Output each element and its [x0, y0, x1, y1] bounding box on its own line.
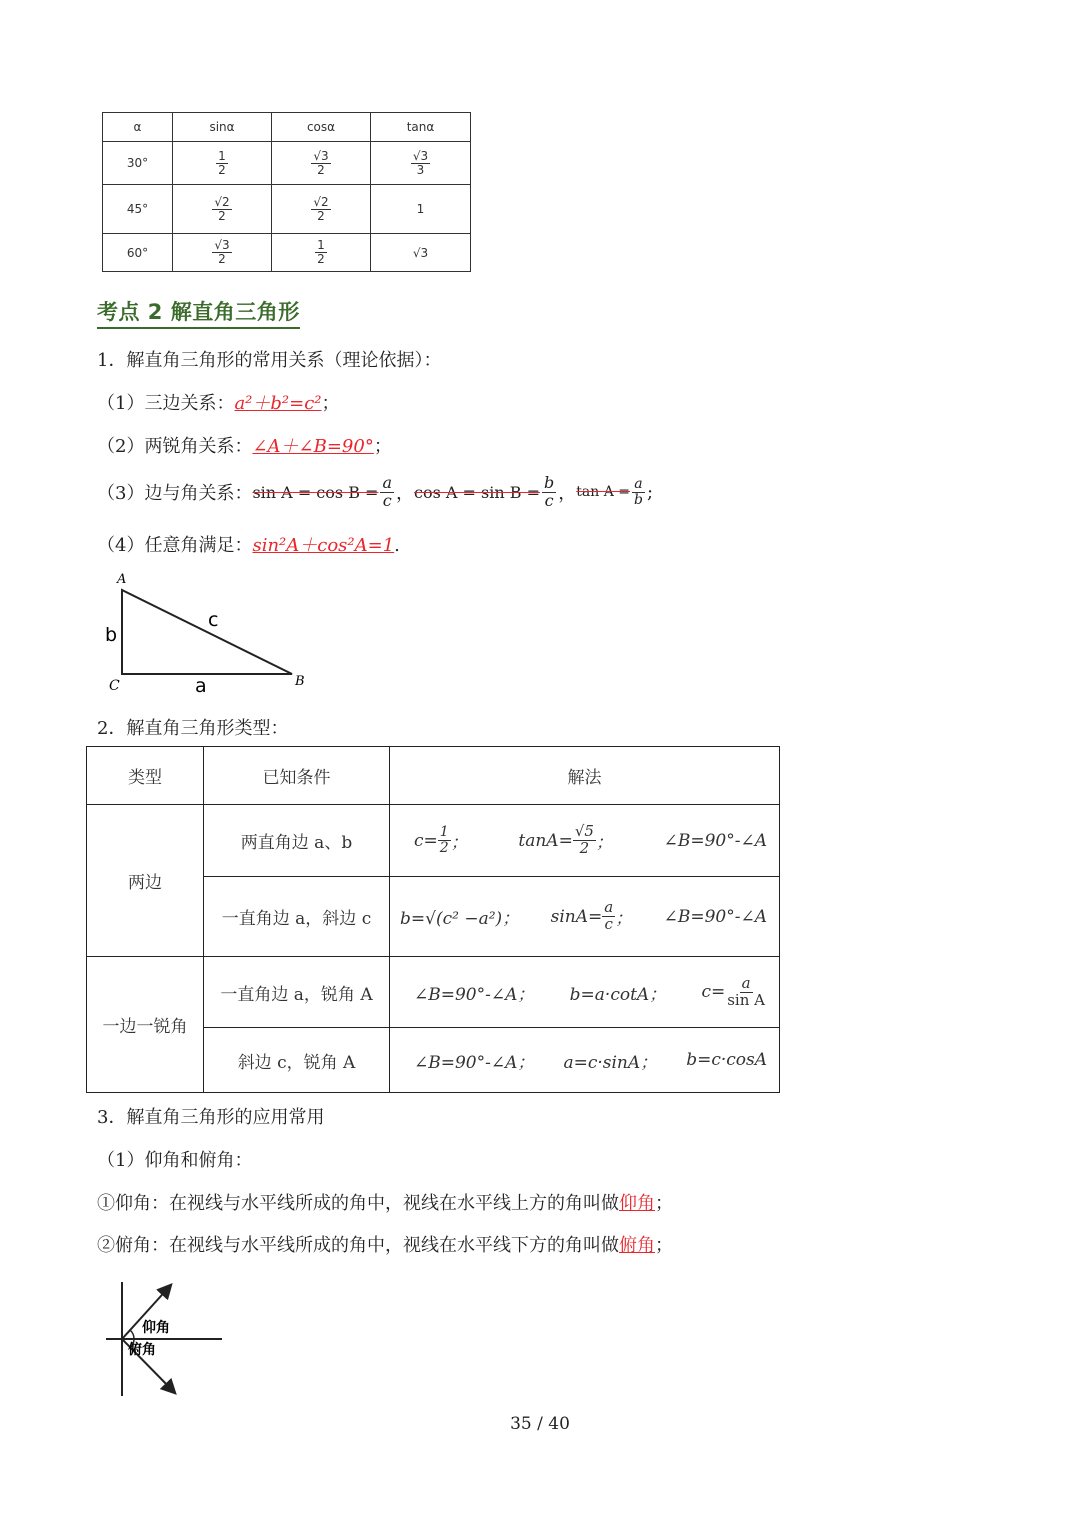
header-type: 类型 [87, 747, 204, 805]
page-number: 35 / 40 [510, 1414, 570, 1434]
angles-formula: ∠A＋∠B=90° [252, 436, 374, 457]
trig-values-table [102, 112, 471, 272]
fraction: $\frac{√3}{2}$ [313, 148, 329, 177]
fraction: $\frac{1}{2}$ [218, 148, 226, 177]
identity-formula: sin²A＋cos²A=1 [252, 535, 395, 556]
fraction: $\frac{√3}{3}$ [412, 148, 429, 177]
elevation-term: 仰角 [619, 1193, 655, 1214]
table-row: 30° $\frac{1}{2}$ $\frac{√3}{2}$ $\frac{√3}{3}$ [103, 142, 471, 185]
section-heading: 考点 2 解直角三角形 [97, 296, 300, 329]
elevation-angle-label: 仰角 [142, 1320, 170, 1336]
applications-intro: 3．解直角三角形的应用常用 [97, 1107, 325, 1128]
group-side-angle: 一边一锐角 [87, 957, 204, 1093]
relation-side-angle: （3）边与角关系： sin A = cos B = $\frac{a}{c}$ ， cos A = sin B = $\frac{b}{c}$ ， tan A = $\frac{a}{b}$ ; [97, 472, 654, 510]
relations-intro: 1．解直角三角形的常用关系（理论依据）： [97, 350, 442, 371]
fraction: $\frac{a}{\text{sin A}}$ [727, 973, 765, 1009]
vertex-c-label: C [109, 678, 120, 694]
fraction: $\frac{1}{2}$ [317, 238, 325, 266]
header-method: 解法 [390, 747, 780, 805]
table-row: 一边一锐角 一直角边 a，锐角 A ∠B=90°-∠A； b=a·cotA； c= $\frac{a}{\text{sin A}}$ [87, 957, 780, 1028]
fraction: $\frac{b}{c}$ [544, 472, 555, 510]
table-row: 斜边 c，锐角 A ∠B=90°-∠A； a=c·sinA； b=c·cosA [87, 1028, 780, 1093]
side-b-label: b [105, 624, 118, 646]
side-c-label: c [208, 609, 219, 631]
group-two-sides: 两边 [87, 805, 204, 957]
depression-term: 俯角 [619, 1235, 655, 1256]
fraction: $\frac{1}{2}$ [439, 824, 449, 856]
table-row: 两边 两直角边 a、b c= $\frac{1}{2}$ ； tanA= $\frac{√5}{2}$ ； ∠B=90°-∠A [87, 805, 780, 877]
relation-sides: （1）三边关系：a²＋b²=c²； [97, 393, 340, 414]
depression-definition: ②俯角：在视线与水平线所成的角中，视线在水平线下方的角叫做俯角； [97, 1235, 673, 1256]
fraction: $\frac{√5}{2}$ [574, 822, 594, 857]
fraction: $\frac{a}{c}$ [382, 472, 392, 510]
sides-formula: a²＋b²=c² [234, 393, 322, 414]
relation-any-angle: （4）任意角满足：sin²A＋cos²A=1. [97, 535, 400, 556]
fraction: $\frac{√3}{2}$ [214, 238, 230, 266]
types-intro: 2．解直角三角形类型： [97, 718, 289, 739]
header-alpha: α [103, 113, 173, 142]
header-condition: 已知条件 [204, 747, 390, 805]
header-cos: cosα [272, 113, 371, 142]
table-row: 60° $\frac{√3}{2}$ $\frac{1}{2}$ √3 [103, 234, 471, 272]
header-sin: sinα [173, 113, 272, 142]
solution-types-table [86, 746, 780, 1093]
fraction: $\frac{a}{c}$ [604, 898, 614, 933]
right-triangle-diagram [95, 568, 315, 698]
elevation-depression-diagram [100, 1278, 230, 1400]
table-row: 45° $\frac{√2}{2}$ $\frac{√2}{2}$ 1 [103, 185, 471, 234]
elevation-definition: ①仰角：在视线与水平线所成的角中，视线在水平线上方的角叫做仰角； [97, 1193, 673, 1214]
header-tan: tanα [371, 113, 471, 142]
vertex-b-label: B [295, 674, 305, 689]
vertex-a-label: A [117, 572, 127, 587]
table-row: 一直角边 a，斜边 c b=√(c² −a²)； sinA= $\frac{a}{c}$ ； ∠B=90°-∠A [87, 877, 780, 957]
side-a-label: a [195, 675, 207, 697]
fraction: $\frac{√2}{2}$ [313, 194, 329, 223]
relation-angles: （2）两锐角关系：∠A＋∠B=90°； [97, 436, 392, 457]
fraction: $\frac{√2}{2}$ [214, 194, 230, 223]
fraction: $\frac{a}{b}$ [633, 475, 643, 508]
applications-sub1: （1）仰角和俯角： [97, 1150, 253, 1171]
depression-angle-label: 俯角 [128, 1342, 156, 1358]
